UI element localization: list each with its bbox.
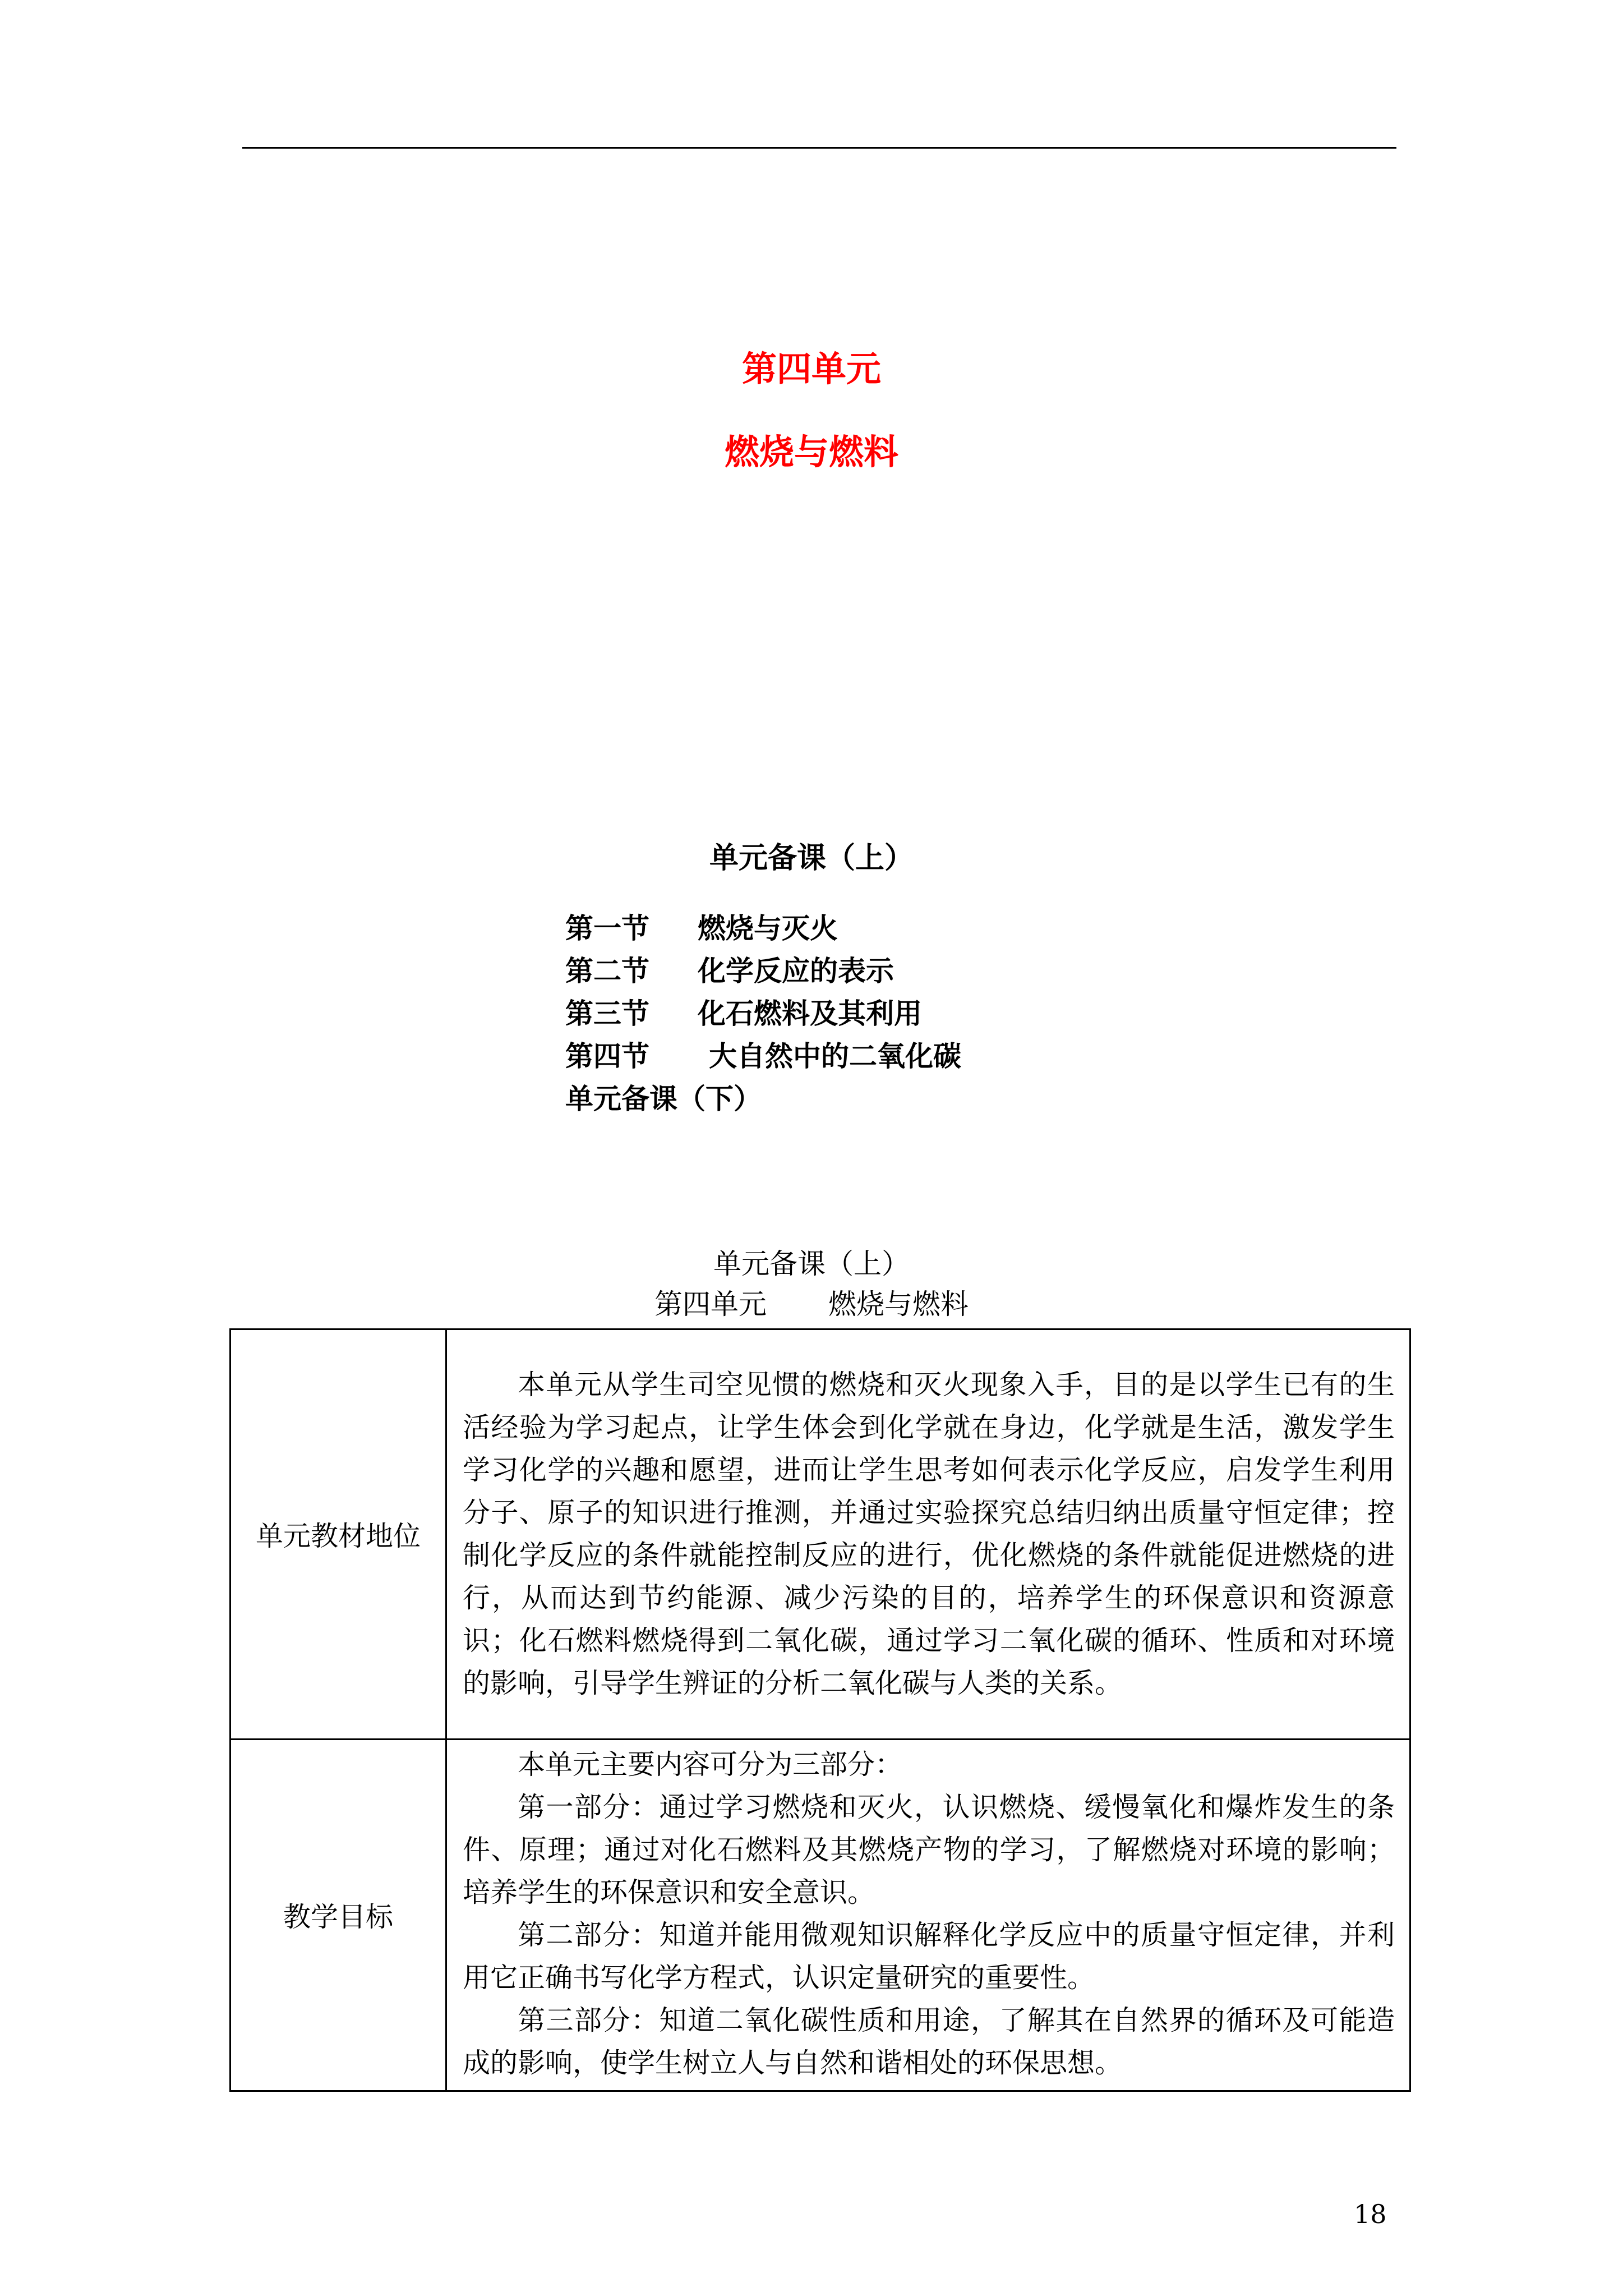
content-paragraph: 本单元从学生司空见惯的燃烧和灭火现象入手，目的是以学生已有的生活经验为学习起点，让学生体会到化学就在身边，化学就是生活，激发学生学习化学的兴趣和愿望，进而让学生思考如何表示化学反应，启发学生利用分子、原子的知识进行推测，并通过实验探究总结归纳出质量守恒定律；控制化学反应的条件就能控制反应的进行，优化燃烧的条件就能促进燃烧的进行，从而达到节约能源、减少污染的目的，培养学生的环保意识和资源意识；化石燃料燃烧得到二氧化碳，通过学习二氧化碳的循环、性质和对环境的影响，引导学生辨证的分析二氧化碳与人类的关系。 — [463, 1369, 1395, 1699]
unit-subtitle: 燃烧与燃料 — [724, 431, 898, 472]
page-number: 18 — [1354, 2199, 1387, 2229]
section-subtitle — [0, 1290, 1623, 1318]
toc-item — [565, 907, 961, 950]
table-row — [230, 1329, 1410, 1740]
unit-title: 第四单元 — [741, 348, 881, 389]
content-paragraph: 第一部分：通过学习燃烧和灭火，认识燃烧、缓慢氧化和爆炸发生的条件、原理；通过对化石燃料及其燃烧产物的学习，了解燃烧对环境的影响；培养学生的环保意识和安全意识。 — [463, 1791, 1395, 1908]
content-paragraph: 第二部分：知道并能用微观知识解释化学反应中的质量守恒定律，并利用它正确书写化学方程式，认识定量研究的重要性。 — [463, 1919, 1395, 1994]
toc-title: 单元备课（上） — [709, 841, 914, 875]
toc-item — [565, 950, 961, 992]
toc-item-number: 第三节 — [565, 997, 649, 1030]
table-row — [230, 1740, 1410, 2091]
content-paragraph: 本单元主要内容可分为三部分： — [518, 1749, 903, 1780]
lesson-plan-table — [229, 1328, 1411, 2092]
toc-item — [565, 992, 961, 1035]
toc-item — [565, 1078, 961, 1120]
section-title: 单元备课（上） — [713, 1248, 910, 1280]
toc-item-text: 燃烧与灭火 — [698, 912, 838, 945]
toc-item-number: 第四节 — [565, 1039, 649, 1073]
row-label: 单元教材地位 — [230, 1329, 446, 1740]
row-content — [446, 1329, 1410, 1740]
section-unit-label: 第四单元 — [654, 1288, 767, 1320]
toc-item-text: 单元备课（下） — [565, 1082, 762, 1115]
content-paragraph: 第三部分：知道二氧化碳性质和用途，了解其在自然界的循环及可能造成的影响，使学生树立人与自然和谐相处的环保思想。 — [463, 2004, 1395, 2079]
toc-item — [565, 1035, 961, 1078]
section-unit-name: 燃烧与燃料 — [828, 1288, 969, 1320]
toc-item-text: 化学反应的表示 — [698, 954, 894, 987]
header-rule — [242, 147, 1396, 149]
row-label: 教学目标 — [230, 1740, 446, 2091]
toc-item-text: 化石燃料及其利用 — [698, 997, 922, 1030]
toc-item-number: 第二节 — [565, 954, 649, 987]
table-of-contents — [565, 907, 961, 1120]
toc-item-number: 第一节 — [565, 912, 649, 945]
row-content — [446, 1740, 1410, 2091]
toc-item-text: 大自然中的二氧化碳 — [709, 1039, 961, 1073]
